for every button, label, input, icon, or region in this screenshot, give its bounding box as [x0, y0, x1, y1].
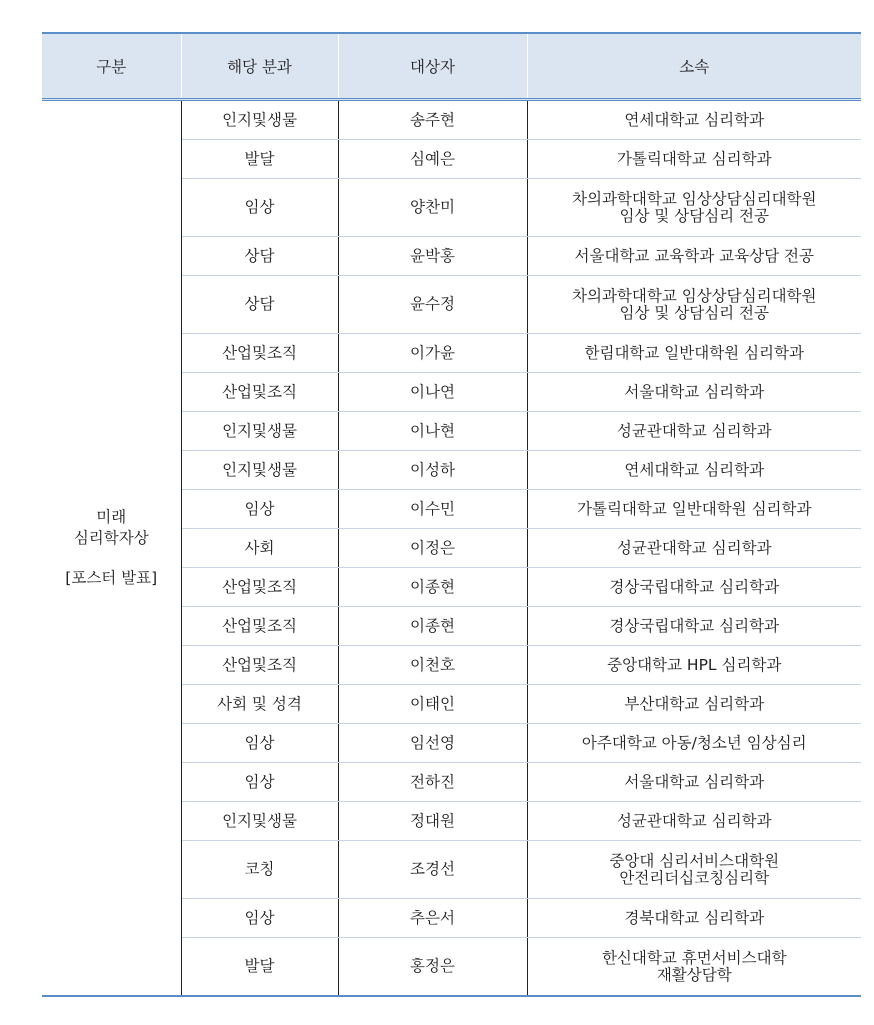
division-cell: 인지및생물	[181, 451, 338, 490]
affiliation-line: 중앙대학교 HPL 심리학과	[607, 655, 782, 674]
award-category-type: [포스터 발표]	[65, 569, 158, 588]
affiliation-line: 서울대학교 교육학과 교육상담 전공	[574, 246, 814, 265]
affiliation-cell	[527, 451, 861, 490]
header-row	[42, 33, 861, 100]
affiliation-line: 차의과학대학교 임상상담심리대학원	[572, 287, 817, 306]
affiliation-cell	[527, 763, 861, 802]
affiliation-cell	[527, 899, 861, 938]
header-recipient: 대상자	[338, 33, 527, 100]
division-cell: 인지및생물	[181, 412, 338, 451]
division-cell: 산업및조직	[181, 373, 338, 412]
affiliation-line: 서울대학교 심리학과	[624, 382, 765, 401]
affiliation-line: 성균관대학교 심리학과	[616, 538, 772, 557]
recipient-cell: 이나연	[338, 373, 527, 412]
division-cell: 산업및조직	[181, 568, 338, 607]
division-cell: 상담	[181, 237, 338, 276]
affiliation-cell	[527, 568, 861, 607]
division-cell: 임상	[181, 179, 338, 237]
division-cell: 산업및조직	[181, 607, 338, 646]
affiliation-cell	[527, 607, 861, 646]
recipient-cell: 홍정은	[338, 938, 527, 997]
affiliation-line: 부산대학교 심리학과	[624, 694, 765, 713]
award-category-title: 심리학자상	[73, 528, 149, 547]
recipient-cell: 조경선	[338, 841, 527, 899]
affiliation-cell	[527, 841, 861, 899]
affiliation-line: 한림대학교 일반대학원 심리학과	[584, 343, 804, 362]
award-category-line: 미래	[96, 507, 127, 526]
affiliation-line: 성균관대학교 심리학과	[616, 811, 772, 830]
affiliation-cell	[527, 276, 861, 334]
affiliation-cell	[527, 237, 861, 276]
affiliation-line: 가톨릭대학교 심리학과	[616, 149, 772, 168]
division-cell: 인지및생물	[181, 100, 338, 140]
recipient-cell: 이수민	[338, 490, 527, 529]
recipient-cell: 이가윤	[338, 334, 527, 373]
recipient-cell: 임선영	[338, 724, 527, 763]
table-header	[42, 33, 861, 100]
recipient-cell: 이종현	[338, 607, 527, 646]
affiliation-line: 경북대학교 심리학과	[624, 908, 765, 927]
affiliation-line: 차의과학대학교 임상상담심리대학원	[572, 190, 817, 209]
affiliation-cell	[527, 179, 861, 237]
affiliation-cell	[527, 373, 861, 412]
affiliation-cell	[527, 646, 861, 685]
division-cell: 사회 및 성격	[181, 685, 338, 724]
affiliation-cell	[527, 685, 861, 724]
table-body	[42, 100, 861, 997]
affiliation-line: 중앙대 심리서비스대학원	[609, 852, 780, 871]
recipient-cell: 전하진	[338, 763, 527, 802]
recipient-cell: 양찬미	[338, 179, 527, 237]
affiliation-line: 경상국립대학교 심리학과	[609, 616, 780, 635]
affiliation-cell	[527, 140, 861, 179]
recipient-cell: 이정은	[338, 529, 527, 568]
affiliation-cell	[527, 334, 861, 373]
division-cell: 산업및조직	[181, 646, 338, 685]
division-cell: 발달	[181, 938, 338, 997]
affiliation-line-2: 안전리더십코칭심리학	[619, 868, 770, 887]
award-category-spacer	[42, 548, 181, 568]
header-category: 구분	[42, 33, 181, 100]
division-cell: 임상	[181, 490, 338, 529]
affiliation-line-2: 임상 및 상담심리 전공	[619, 303, 770, 322]
division-cell: 사회	[181, 529, 338, 568]
division-cell: 상담	[181, 276, 338, 334]
division-cell: 임상	[181, 899, 338, 938]
affiliation-cell	[527, 490, 861, 529]
division-cell: 발달	[181, 140, 338, 179]
header-division: 해당 분과	[181, 33, 338, 100]
affiliation-line: 연세대학교 심리학과	[624, 110, 765, 129]
recipient-cell: 이나현	[338, 412, 527, 451]
table-row	[42, 100, 861, 140]
division-cell: 인지및생물	[181, 802, 338, 841]
affiliation-cell	[527, 529, 861, 568]
division-cell: 임상	[181, 724, 338, 763]
recipient-cell: 윤수정	[338, 276, 527, 334]
recipient-cell: 이성하	[338, 451, 527, 490]
affiliation-cell	[527, 412, 861, 451]
affiliation-cell	[527, 100, 861, 140]
affiliation-line: 아주대학교 아동/청소년 임상심리	[581, 733, 807, 752]
affiliation-line: 경상국립대학교 심리학과	[609, 577, 780, 596]
affiliation-line: 가톨릭대학교 일반대학원 심리학과	[577, 499, 812, 518]
header-affiliation: 소속	[527, 33, 861, 100]
recipient-cell: 이태인	[338, 685, 527, 724]
award-category-cell	[42, 100, 181, 997]
affiliation-line: 서울대학교 심리학과	[624, 772, 765, 791]
affiliation-cell	[527, 938, 861, 997]
recipient-cell: 정대원	[338, 802, 527, 841]
affiliation-line: 연세대학교 심리학과	[624, 460, 765, 479]
recipient-cell: 이천호	[338, 646, 527, 685]
affiliation-cell	[527, 724, 861, 763]
affiliation-line-2: 임상 및 상담심리 전공	[619, 206, 770, 225]
recipient-cell: 추은서	[338, 899, 527, 938]
awardee-table	[42, 32, 861, 997]
division-cell: 산업및조직	[181, 334, 338, 373]
division-cell: 코칭	[181, 841, 338, 899]
affiliation-line: 한신대학교 휴먼서비스대학	[601, 949, 787, 968]
affiliation-line-2: 재활상담학	[656, 965, 732, 984]
recipient-cell: 심예은	[338, 140, 527, 179]
recipient-cell: 이종현	[338, 568, 527, 607]
recipient-cell: 윤박홍	[338, 237, 527, 276]
affiliation-line: 성균관대학교 심리학과	[616, 421, 772, 440]
recipient-cell: 송주현	[338, 100, 527, 140]
division-cell: 임상	[181, 763, 338, 802]
affiliation-cell	[527, 802, 861, 841]
